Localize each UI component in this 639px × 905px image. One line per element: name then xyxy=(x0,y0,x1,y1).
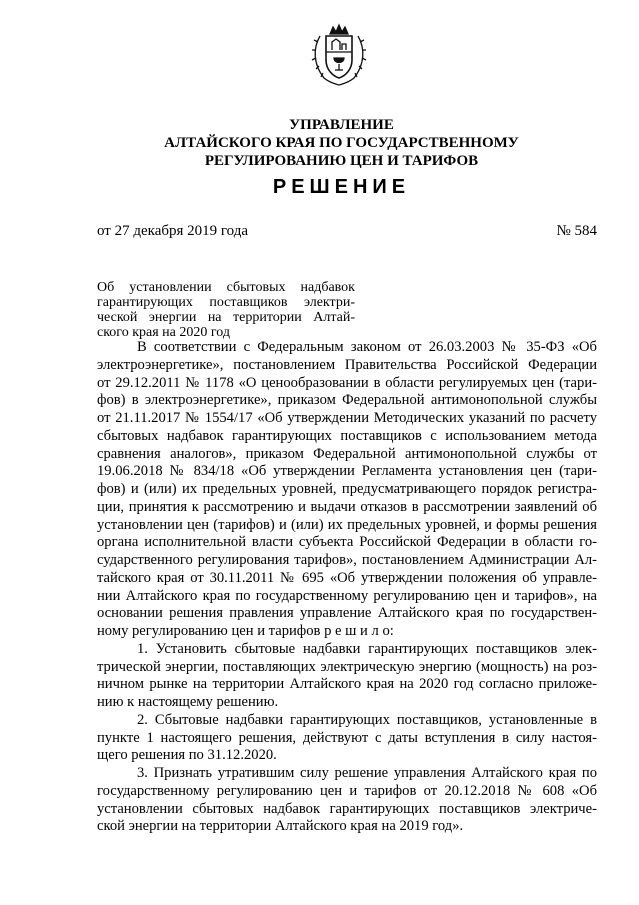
body-line: 3. Признать утратившим силу решение управления Алтайского края по xyxy=(137,765,597,781)
body-line: ничном рынке на территории Алтайского края на 2020 год согласно приложе- xyxy=(97,676,597,693)
body-line: тайского края от 30.11.2011 № 695 «Об утверждении положения об управле- xyxy=(97,569,597,586)
body-line: ному регулированию цен и тарифов р е ш и л о: xyxy=(97,623,394,639)
body-line: установлении сбытовых надбавок гарантирующих поставщиков электриче- xyxy=(97,800,597,817)
body-line: 19.06.2018 № 834/18 «Об утверждении Регламента установления цен (тари- xyxy=(97,463,597,480)
body-line: установлении цен (тарифов) и (или) их предельных уровней, и формы решения xyxy=(97,516,597,533)
body-line: государственному регулированию цен и тарифов от 20.12.2018 № 608 «Об xyxy=(97,782,597,799)
body-line: основании решения правления управление Алтайского края по государствен- xyxy=(97,605,597,622)
altai-krai-coat-of-arms-icon xyxy=(310,22,368,88)
document-subject xyxy=(97,280,355,340)
body-line: 1. Установить сбытовые надбавки гарантирующих поставщиков элек- xyxy=(137,640,597,657)
body-line: электроэнергетике», постановлением Правительства Российской Федерации xyxy=(97,356,597,373)
subject-line: ческой энергии на территории Алтай- xyxy=(97,310,355,325)
body-line: сударственного регулирования тарифов», постановлением Администрации Ал- xyxy=(97,552,597,568)
body-line: органа исполнительной власти субъекта Российской Федерации в области го- xyxy=(97,534,597,551)
org-name-line-3: РЕГУЛИРОВАНИЮ ЦЕН И ТАРИФОВ xyxy=(204,153,479,169)
body-line: от 29.12.2011 № 1178 «О ценообразовании в области регулируемых цен (тари- xyxy=(97,374,597,391)
document-number: № 584 xyxy=(556,223,597,239)
body-line: пункте 1 настоящего решения, действуют с даты вступления в силу настоя- xyxy=(97,729,597,746)
document-type-title: РЕШЕНИЕ xyxy=(272,176,411,198)
body-line: трической энергии, поставляющих электрическую энергию (мощность) на роз- xyxy=(97,658,597,675)
subject-line: ского края на 2020 год xyxy=(97,325,230,340)
body-line: сравнения аналогов», приказом Федеральной антимонопольной службы от xyxy=(97,445,597,462)
body-line: от 21.11.2017 № 1554/17 «Об утверждении Методических указаний по расчету xyxy=(97,410,597,426)
body-line: нии Алтайского края по государственному регулированию цен и тарифов», на xyxy=(97,587,597,604)
subject-line: Об установлении сбытовых надбавок xyxy=(97,280,355,295)
body-line: фов) и (или) их предельных уровней, предусматривающего порядок регистра- xyxy=(97,481,597,497)
document-date: от 27 декабря 2019 года xyxy=(97,223,249,239)
body-line: сбытовых надбавок гарантирующих поставщиков с использованием метода xyxy=(97,427,597,444)
body-line: ской энергии на территории Алтайского края на 2019 год». xyxy=(97,818,464,835)
body-line: фов) в электроэнергетике», приказом Федеральной антимонопольной службы xyxy=(97,392,597,409)
body-line: В соответствии с Федеральным законом от 26.03.2003 № 35-ФЗ «Об xyxy=(137,339,597,355)
subject-line: гарантирующих поставщиков электри- xyxy=(97,295,355,310)
body-line: нию к настоящему решению. xyxy=(97,694,279,710)
body-line: 2. Сбытовые надбавки гарантирующих поставщиков, установленные в xyxy=(137,711,597,728)
document-body xyxy=(97,339,597,836)
body-line: щего решения по 31.12.2020. xyxy=(97,747,277,764)
org-name-line-2: АЛТАЙСКОГО КРАЯ ПО ГОСУДАРСТВЕННОМУ xyxy=(164,135,519,151)
org-name-line-1: УПРАВЛЕНИЕ xyxy=(289,117,394,133)
body-line: ции, принятия к рассмотрению и выдачи отказов в рассмотрении заявлений об xyxy=(97,498,597,515)
